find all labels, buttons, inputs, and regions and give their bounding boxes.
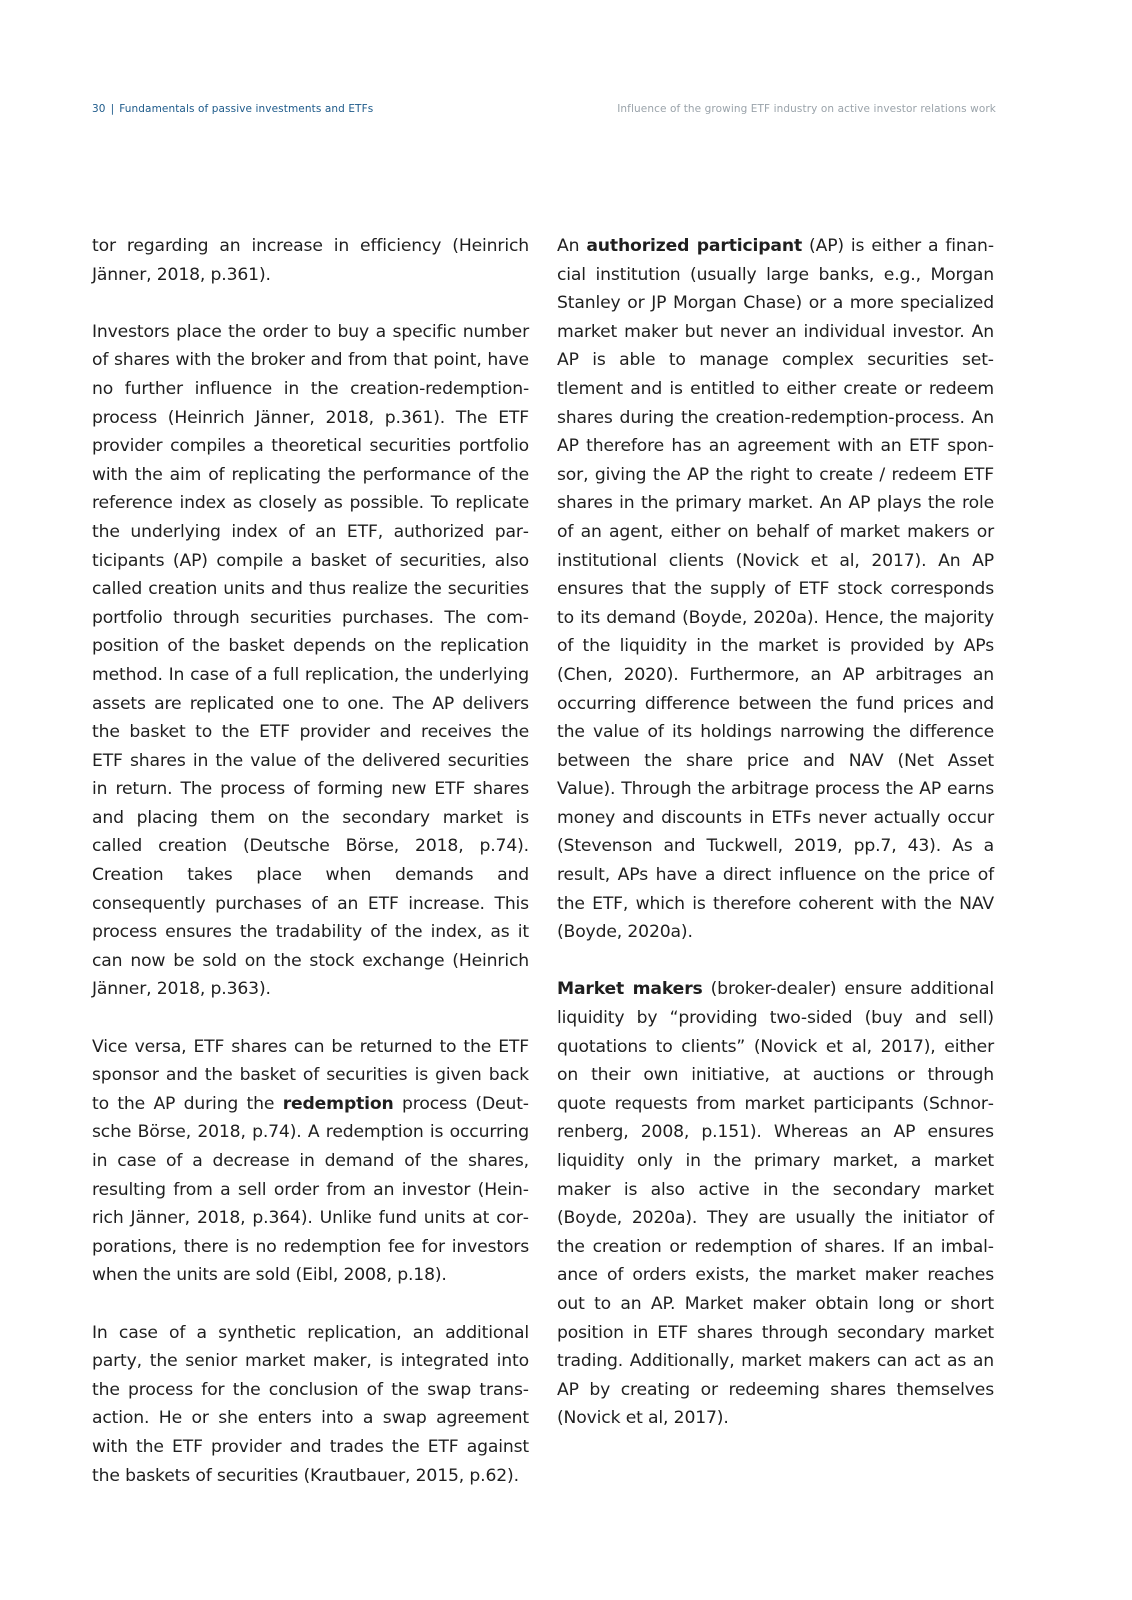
header-separator: | — [110, 103, 115, 115]
paragraph: tor regarding an increase in efficiency (Heinrich Jänner, 2018, p.361). — [92, 236, 529, 285]
text-run: (broker-dealer) ensure additional liquidity by “providing two-sided (buy and sell) quotations to clients” (Novick et al, 2017), either on their own initiative, at auctions or through quote requests from market participants (Schnorrenberg, 2008, p.151). Whereas an AP ensures liquidity only in the primary market, a market maker is also active in the secondary market (Boyde, 2020a). They are usually the initiator of the creation or redemption of shares. If an imbalance of orders exists, the market maker reaches out to an AP. Market maker obtain long or short position in ETF shares through secondary market trading. Additionally, market makers can act as an AP by creating or redeeming shares themselves (Novick et al, 2017). — [557, 979, 994, 1429]
publication-title: Influence of the growing ETF industry on active investor relations work — [617, 103, 996, 115]
page-number: 30 — [92, 103, 106, 115]
text-run: (AP) is either a financial institution (usually large banks, e.g., Morgan Stanley or JP Morgan Chase) or a more specialized market maker but never an individual investor. An AP is able to manage complex securities settlement and is entitled to either create or redeem shares during the creation-redemption-process. An AP therefore has an agreement with an ETF sponsor, giving the AP the right to create / redeem ETF shares in the primary market. An AP plays the role of an agent, either on behalf of market makers or institutional clients (Novick et al, 2017). An AP ensures that the supply of ETF stock corresponds to its demand (Boyde, 2020a). Hence, the majority of the liquidity in the market is provided by APs (Chen, 2020). Furthermore, an AP arbitrages an occurring difference between the fund prices and the value of its holdings narrowing the difference between the share price and NAV (Net Asset Value). Through the arbitrage process the AP earns money and discounts in ETFs never actually occur (Stevenson and Tuckwell, 2019, pp.7, 43). As a result, APs have a direct influence on the price of the ETF, which is therefore coherent with the NAV (Boyde, 2020a). — [557, 236, 995, 943]
paragraph: In case of a synthetic replication, an additional party, the senior market maker, is integrated into the process for the conclusion of the swap transaction. He or she enters into a swap agreement with the ETF provider and trades the ETF against the baskets of securities (Krautbauer, 2015, p.62). — [92, 1322, 529, 1486]
paragraph — [557, 975, 994, 1433]
text-run: process (Deutsche Börse, 2018, p.74). A redemption is occurring in case of a decrease in demand of the shares, resulting from a sell order from an investor (Heinrich Jänner, 2018, p.364). Unlike fund units at corporations, there is no redemption fee for investors when the units are sold (Eibl, 2008, p.18). — [92, 1093, 529, 1286]
header-left — [92, 99, 373, 119]
right-column — [557, 232, 994, 1462]
running-header — [92, 99, 996, 119]
paragraph: Investors place the order to buy a specific number of shares with the broker and from that point, have no further influence in the creation-redemption-process (Heinrich Jänner, 2018, p.361). The ETF provider compiles a theoretical securities portfolio with the aim of replicating the performance of the reference index as closely as possible. To replicate the underlying index of an ETF, authorized participants (AP) compile a basket of securities, also called creation units and thus realize the securities portfolio through securities purchases. The composition of the basket depends on the replication method. In case of a full replication, the underlying assets are replicated one to one. The AP delivers the basket to the ETF provider and receives the ETF shares in the value of the delivered securities in return. The process of forming new ETF shares and placing them on the secondary market is called creation (Deutsche Börse, 2018, p.74). Creation takes place when demands and consequently purchases of an ETF increase. This process ensures the tradability of the index, as it can now be sold on the stock exchange (Heinrich Jänner, 2018, p.363). — [92, 321, 529, 1000]
paragraph — [92, 1033, 529, 1290]
section-title: Fundamentals of passive investments and ETFs — [119, 103, 374, 115]
text-run: Vice versa, ETF shares can be returned to the ETF sponsor and the basket of securities is given back to the AP during the — [92, 1036, 529, 1114]
text-run: An — [557, 236, 587, 256]
paragraph — [557, 232, 994, 947]
term-authorized-participant: authorized participant — [586, 236, 803, 256]
term-market-makers: Market makers — [557, 979, 703, 1000]
term-redemption: redemption — [282, 1093, 394, 1114]
left-column — [92, 232, 529, 1519]
